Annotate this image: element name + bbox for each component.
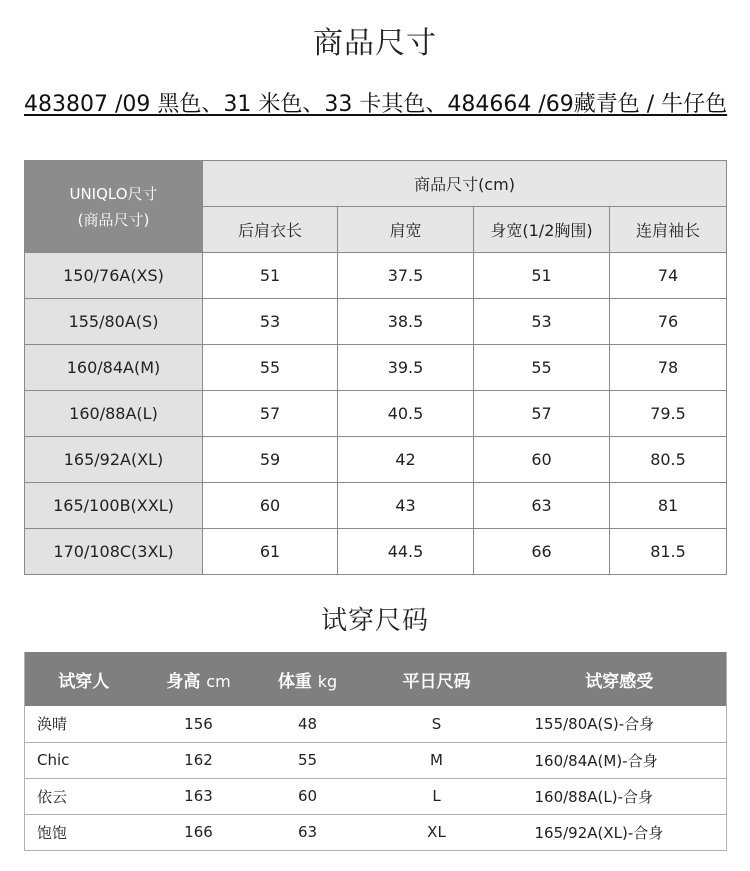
table-row — [25, 483, 727, 529]
person-name: Chic — [25, 742, 143, 778]
table-cell: 57 — [203, 391, 338, 437]
table-cell: 79.5 — [610, 391, 727, 437]
weight-value: 48 — [255, 706, 361, 742]
sku-color-line: 483807 /09 黑色、31 米色、33 卡其色、484664 /69藏青色 / 牛仔色 — [24, 92, 728, 117]
table-row — [25, 814, 727, 850]
person-name: 依云 — [25, 778, 143, 814]
height-value: 156 — [143, 706, 255, 742]
height-unit: cm — [206, 671, 231, 691]
header-usual-size: 平日尺码 — [402, 671, 471, 692]
try-on-table — [24, 652, 727, 851]
table-cell: 81 — [610, 483, 727, 529]
table-row — [25, 529, 727, 575]
size-label: 155/80A(S) — [25, 299, 203, 345]
usual-size-value: M — [361, 742, 513, 778]
table-cell: 55 — [474, 345, 610, 391]
size-label: 160/84A(M) — [25, 345, 203, 391]
size-label: 150/76A(XS) — [25, 253, 203, 299]
table-row — [25, 345, 727, 391]
header-height-label: 身高 — [166, 671, 201, 692]
weight-value: 63 — [255, 814, 361, 850]
table-cell: 76 — [610, 299, 727, 345]
table-row — [25, 299, 727, 345]
column-header: 连肩袖长 — [610, 207, 727, 253]
table-cell: 37.5 — [338, 253, 474, 299]
table-cell: 44.5 — [338, 529, 474, 575]
table-row — [25, 391, 727, 437]
table-cell: 53 — [474, 299, 610, 345]
weight-unit: kg — [317, 671, 338, 691]
column-header: 身宽(1/2胸围) — [474, 207, 610, 253]
try-on-title: 试穿尺码 — [320, 606, 429, 636]
weight-value: 55 — [255, 742, 361, 778]
corner-label-1: UNIQLO尺寸 — [69, 184, 158, 203]
group-header: 商品尺寸(cm) — [203, 161, 727, 207]
table-cell: 43 — [338, 483, 474, 529]
table-cell: 80.5 — [610, 437, 727, 483]
table-cell: 78 — [610, 345, 727, 391]
person-name: 涣晴 — [25, 706, 143, 742]
column-header: 后肩衣长 — [203, 207, 338, 253]
table-cell: 63 — [474, 483, 610, 529]
table-row — [25, 742, 727, 778]
corner-label-2: (商品尺寸) — [77, 210, 150, 229]
table-row — [25, 437, 727, 483]
table-cell: 39.5 — [338, 345, 474, 391]
size-label: 165/100B(XXL) — [25, 483, 203, 529]
table-cell: 40.5 — [338, 391, 474, 437]
table-row — [25, 253, 727, 299]
table-cell: 51 — [474, 253, 610, 299]
table-row — [25, 706, 727, 742]
usual-size-value: XL — [361, 814, 513, 850]
height-value: 163 — [143, 778, 255, 814]
table-cell: 51 — [203, 253, 338, 299]
table-cell: 60 — [203, 483, 338, 529]
size-label: 170/108C(3XL) — [25, 529, 203, 575]
header-height — [143, 652, 255, 706]
size-table — [24, 160, 727, 575]
feeling-value: 160/84A(M)-合身 — [513, 742, 727, 778]
size-label: 160/88A(L) — [25, 391, 203, 437]
feeling-value: 155/80A(S)-合身 — [513, 706, 727, 742]
height-value: 162 — [143, 742, 255, 778]
header-weight — [255, 652, 361, 706]
table-cell: 57 — [474, 391, 610, 437]
table-cell: 59 — [203, 437, 338, 483]
table-cell: 38.5 — [338, 299, 474, 345]
usual-size-value: L — [361, 778, 513, 814]
table-cell: 60 — [474, 437, 610, 483]
person-name: 饱饱 — [25, 814, 143, 850]
header-person: 试穿人 — [58, 671, 110, 692]
table-cell: 81.5 — [610, 529, 727, 575]
page-title: 商品尺寸 — [313, 26, 437, 61]
table-cell: 42 — [338, 437, 474, 483]
size-corner-header — [25, 161, 203, 253]
weight-value: 60 — [255, 778, 361, 814]
table-cell: 53 — [203, 299, 338, 345]
header-feeling: 试穿感受 — [585, 671, 654, 692]
feeling-value: 165/92A(XL)-合身 — [513, 814, 727, 850]
height-value: 166 — [143, 814, 255, 850]
column-header: 肩宽 — [338, 207, 474, 253]
table-cell: 61 — [203, 529, 338, 575]
table-cell: 55 — [203, 345, 338, 391]
table-row — [25, 778, 727, 814]
usual-size-value: S — [361, 706, 513, 742]
header-weight-label: 体重 — [277, 671, 312, 692]
feeling-value: 160/88A(L)-合身 — [513, 778, 727, 814]
table-cell: 74 — [610, 253, 727, 299]
table-cell: 66 — [474, 529, 610, 575]
size-label: 165/92A(XL) — [25, 437, 203, 483]
